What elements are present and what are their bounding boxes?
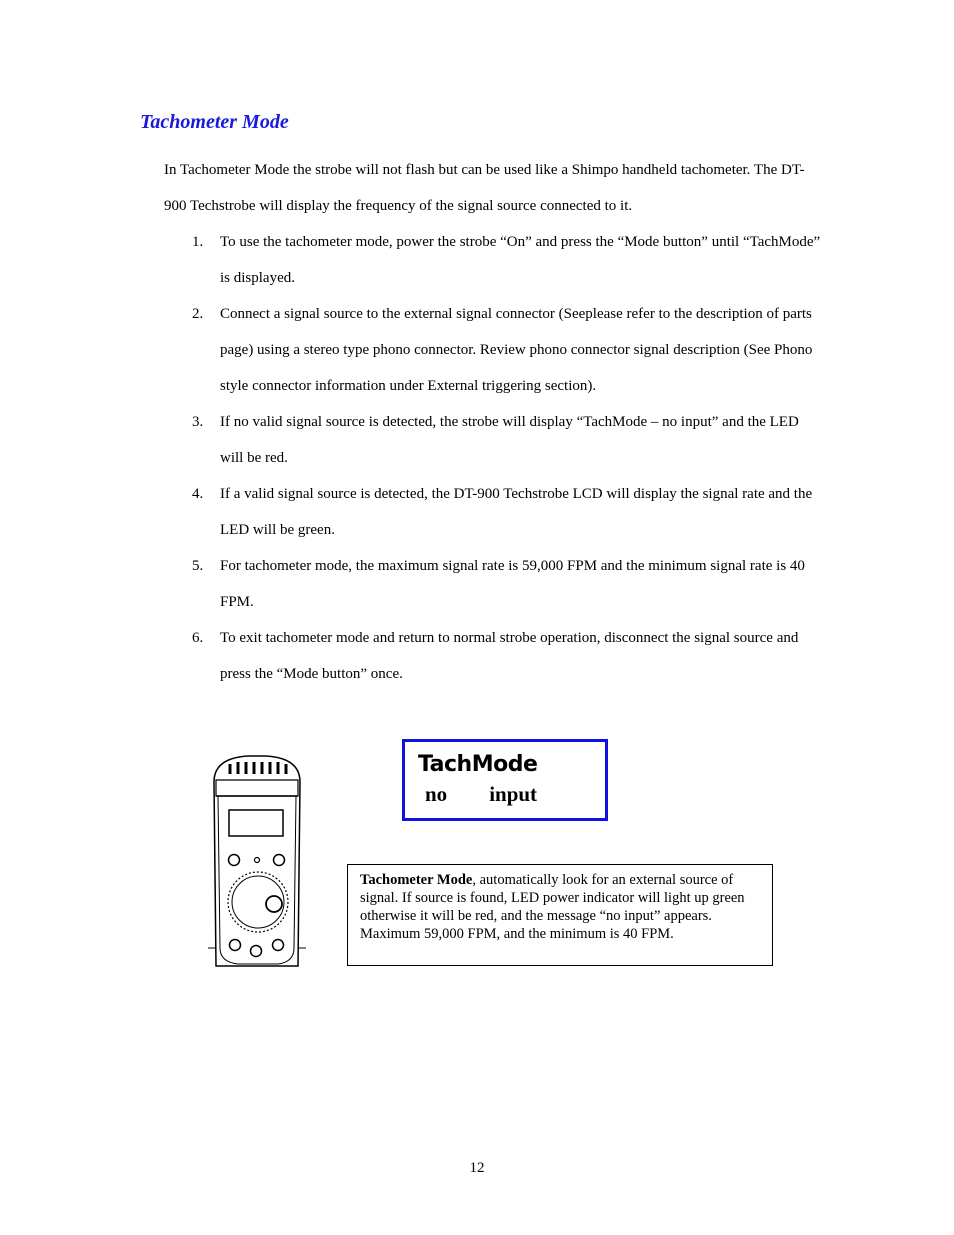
caption-box bbox=[347, 864, 773, 966]
device-display bbox=[229, 810, 283, 836]
list-item bbox=[164, 224, 824, 296]
lcd-line-2 bbox=[425, 782, 537, 807]
caption-text: , automatically look for an external source of signal. If source is found, LED power indicator will light up green otherwise it will be red, and the message “no input” appears. Maximum 59,000 FPM, and the minimum is 40 FPM. bbox=[360, 872, 745, 942]
section-heading: Tachometer Mode bbox=[140, 111, 289, 133]
list-item bbox=[164, 620, 824, 692]
page-number: 12 bbox=[469, 1160, 485, 1176]
list-item-number: 3. bbox=[192, 414, 204, 430]
caption-bold-term: Tachometer Mode bbox=[360, 872, 473, 888]
list-item-text: For tachometer mode, the maximum signal rate is 59,000 FPM and the minimum signal rate is 40 FPM. bbox=[220, 558, 805, 610]
list-item bbox=[164, 296, 824, 404]
list-item-number: 5. bbox=[192, 558, 204, 574]
intro-paragraph: In Tachometer Mode the strobe will not flash but can be used like a Shimpo handheld tachometer. The DT-900 Techstrobe will display the frequency of the signal source connected to it. bbox=[164, 162, 805, 214]
list-item-text: To exit tachometer mode and return to normal strobe operation, disconnect the signal source and press the “Mode button” once. bbox=[220, 630, 799, 682]
list-item-number: 4. bbox=[192, 486, 204, 502]
list-item-number: 1. bbox=[192, 234, 204, 250]
list-item-number: 2. bbox=[192, 306, 204, 322]
strobe-device-illustration bbox=[208, 752, 308, 968]
list-item-text: If a valid signal source is detected, the DT-900 Techstrobe LCD will display the signal rate and the LED will be green. bbox=[220, 486, 813, 538]
list-item bbox=[164, 476, 824, 548]
lcd-display bbox=[402, 739, 608, 821]
steps-list bbox=[164, 224, 824, 692]
list-item bbox=[164, 548, 824, 620]
lcd-word-no: no bbox=[425, 782, 448, 806]
list-item-text: Connect a signal source to the external signal connector (Seeplease refer to the description of parts page) using a stereo type phono connector. Review phono connector signal description (See Phono style connector information under External triggering section). bbox=[220, 306, 813, 394]
device-button-left bbox=[229, 855, 240, 866]
list-item bbox=[164, 404, 824, 476]
device-button-bottom-left bbox=[230, 940, 241, 951]
lcd-word-input: input bbox=[489, 782, 538, 806]
list-item-text: To use the tachometer mode, power the strobe “On” and press the “Mode button” until “TachMode” is displayed. bbox=[220, 234, 821, 286]
device-led bbox=[255, 858, 260, 863]
lcd-line-1: TachMode bbox=[418, 752, 538, 777]
list-item-text: If no valid signal source is detected, the strobe will display “TachMode – no input” and the LED will be red. bbox=[220, 414, 799, 466]
device-dial-knob bbox=[266, 896, 282, 912]
device-button-bottom-center bbox=[251, 946, 262, 957]
device-button-right bbox=[274, 855, 285, 866]
list-item-number: 6. bbox=[192, 630, 204, 646]
device-button-bottom-right bbox=[273, 940, 284, 951]
